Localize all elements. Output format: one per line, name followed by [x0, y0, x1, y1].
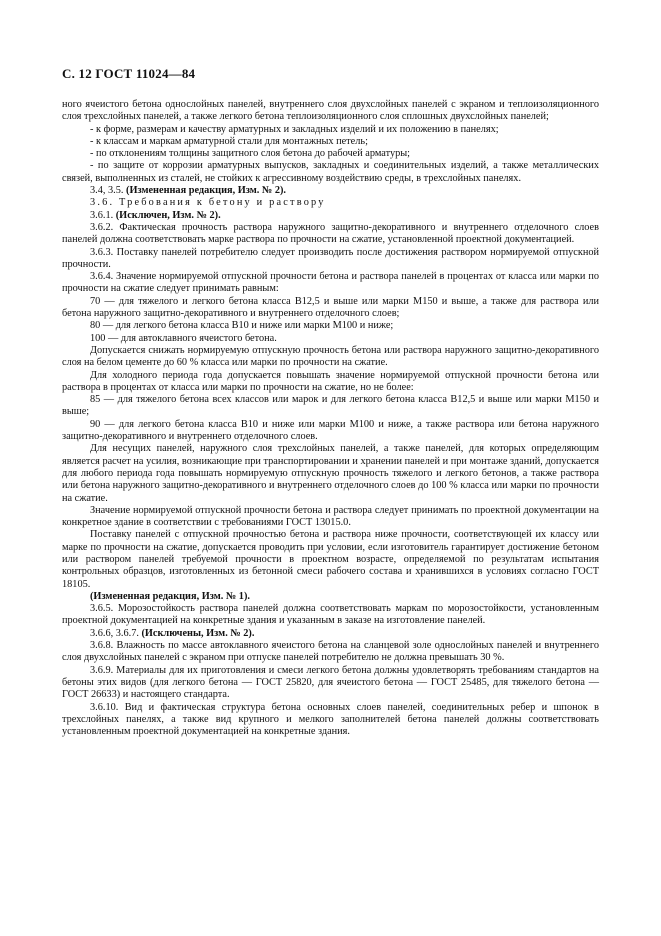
paragraph: - к классам и маркам арматурной стали для монтажных петель;: [90, 135, 368, 147]
paragraph: 3.6.2. Фактическая прочность раствора наружного защитно-декоративного и внутреннего отделочного слоев панелей должна соответствовать марке раствора по прочности на сжатие, установленной проектной документацией.: [62, 221, 599, 246]
paragraph: 3.6.3. Поставку панелей потребителю следует производить после достижения раствором нормируемой отпускной прочности.: [62, 246, 599, 270]
clause-number: 3.4, 3.5.: [90, 185, 127, 197]
amendment-note: (Измененная редакция, Изм. № 2).: [126, 185, 286, 197]
paragraph: 100 — для автоклавного ячеистого бетона.: [90, 332, 277, 344]
document-body: [62, 99, 599, 738]
amendment-note: (Измененная редакция, Изм. № 1).: [90, 590, 250, 602]
paragraph: 3.6.4. Значение нормируемой отпускной прочности бетона и раствора панелей в процентах от класса или марки по прочности на сжатие следует принимать равным:: [62, 271, 599, 295]
paragraph: - по отклонениям толщины защитного слоя бетона до рабочей арматуры;: [90, 148, 411, 160]
paragraph: Допускается снижать нормируемую отпускную прочность бетона или раствора наружного защитно-декоративного слоя на белом цементе до 60 % класса или марки по прочности на сжатие.: [62, 344, 599, 369]
paragraph: 3.6. Требования к бетону и раствору: [90, 197, 326, 209]
paragraph: 3.6.5. Морозостойкость раствора панелей должна соответствовать маркам по морозостойкости, установленным проектной документацией на конкретные здания и указанным в заказе на изготовление панелей.: [62, 603, 599, 627]
paragraph: - к форме, размерам и качеству арматурных и закладных изделий и их положению в панелях;: [90, 123, 499, 135]
paragraph: Для холодного периода года допускается повышать значение нормируемой отпускной прочности бетона или раствора в процентах от класса или марки по прочности на сжатие, но не более:: [62, 369, 599, 393]
paragraph: 3.6.10. Вид и фактическая структура бетона основных слоев панелей, соединительных ребер и шпонок в трехслойных панелях, а также вид крупного и мелкого заполнителей бетона панелей должны соответствовать установленным проектной документацией на конкретные здания.: [62, 701, 599, 738]
paragraph: ного ячеистого бетона однослойных панелей, внутреннего слоя двухслойных панелей с экраном и теплоизоляционного слоя трехслойных панелей, а также легкого бетона теплоизоляционного слоя сплошных двухслойных панелей;: [62, 99, 599, 123]
paragraph: 80 — для легкого бетона класса В10 и ниже или марки М100 и ниже;: [90, 320, 394, 332]
paragraph: - по защите от коррозии арматурных выпусков, закладных и соединительных изделий, а также металлических связей, выполненных из сталей, не стойких к агрессивному воздействию среды, в трехслойных панелях.: [62, 160, 599, 184]
paragraph: 85 — для тяжелого бетона всех классов или марок и для легкого бетона класса В12,5 и выше или марки М150 и выше;: [62, 394, 599, 418]
paragraph: Значение нормируемой отпускной прочности бетона и раствора следует принимать по проектной документации на конкретное здание в соответствии с требованиями ГОСТ 13015.0.: [62, 504, 599, 529]
paragraph: 70 — для тяжелого и легкого бетона класса В12,5 и выше или марки М150 и выше, а также для раствора или бетона наружного защитно-декоративного и внутреннего отделочного слоев;: [62, 295, 599, 320]
paragraph: [62, 210, 599, 222]
paragraph: 3.6.8. Влажность по массе автоклавного ячеистого бетона на сланцевой золе однослойных панелей и внутреннего слоя двухслойных панелей с экраном при отпуске панелей потребителю не должна превышать 30 %.: [62, 640, 599, 664]
paragraph: 3.6.9. Материалы для их приготовления и смеси легкого бетона должны удовлетворять требованиям стандартов на бетоны этих видов (для легкого бетона — ГОСТ 25820, для ячеистого бетона — ГОСТ 25485, для тяжелого бетона — ГОСТ 26633) и настоящего стандарта.: [62, 664, 599, 701]
paragraph: 90 — для легкого бетона класса В10 и ниже или марки М100 и ниже, а также раствора или бетона наружного защитно-декоративного и внутреннего отделочного слоев.: [62, 418, 599, 443]
clause-number: 3.6.1.: [90, 209, 116, 221]
paragraph: Поставку панелей с отпускной прочностью бетона и раствора ниже прочности, соответствующей их классу или марке по прочности на сжатие, допускается проводить при условии, если изготовитель гарантирует достижение бетоном или раствором панелей требуемой прочности в проектном возрасте, определяемой по результатам испытания контрольных образцов, изготовленных из бетонной смеси рабочего состава и хранившихся в условиях согласно ГОСТ 18105.: [62, 529, 599, 590]
amendment-note: (Исключен, Изм. № 2).: [115, 209, 221, 221]
amendment-note: (Исключены, Изм. № 2).: [141, 627, 255, 639]
paragraph: [62, 185, 599, 197]
paragraph: Для несущих панелей, наружного слоя трехслойных панелей, а также панелей, для которых определяющим является расчет на усилия, возникающие при транспортировании и хранении панелей и при монтаже зданий, допускается для любого периода года повышать нормируемую отпускную прочность тяжелого и легкого бетонов, а также раствора или бетона наружного защитно-декоративного и внутреннего отделочного слоев до 100 % класса или марки по прочности на сжатие.: [62, 443, 599, 504]
clause-number: 3.6.6, 3.6.7.: [90, 627, 142, 639]
paragraph: [62, 591, 599, 603]
paragraph: [62, 628, 599, 640]
page-header: С. 12 ГОСТ 11024—84: [62, 66, 196, 81]
